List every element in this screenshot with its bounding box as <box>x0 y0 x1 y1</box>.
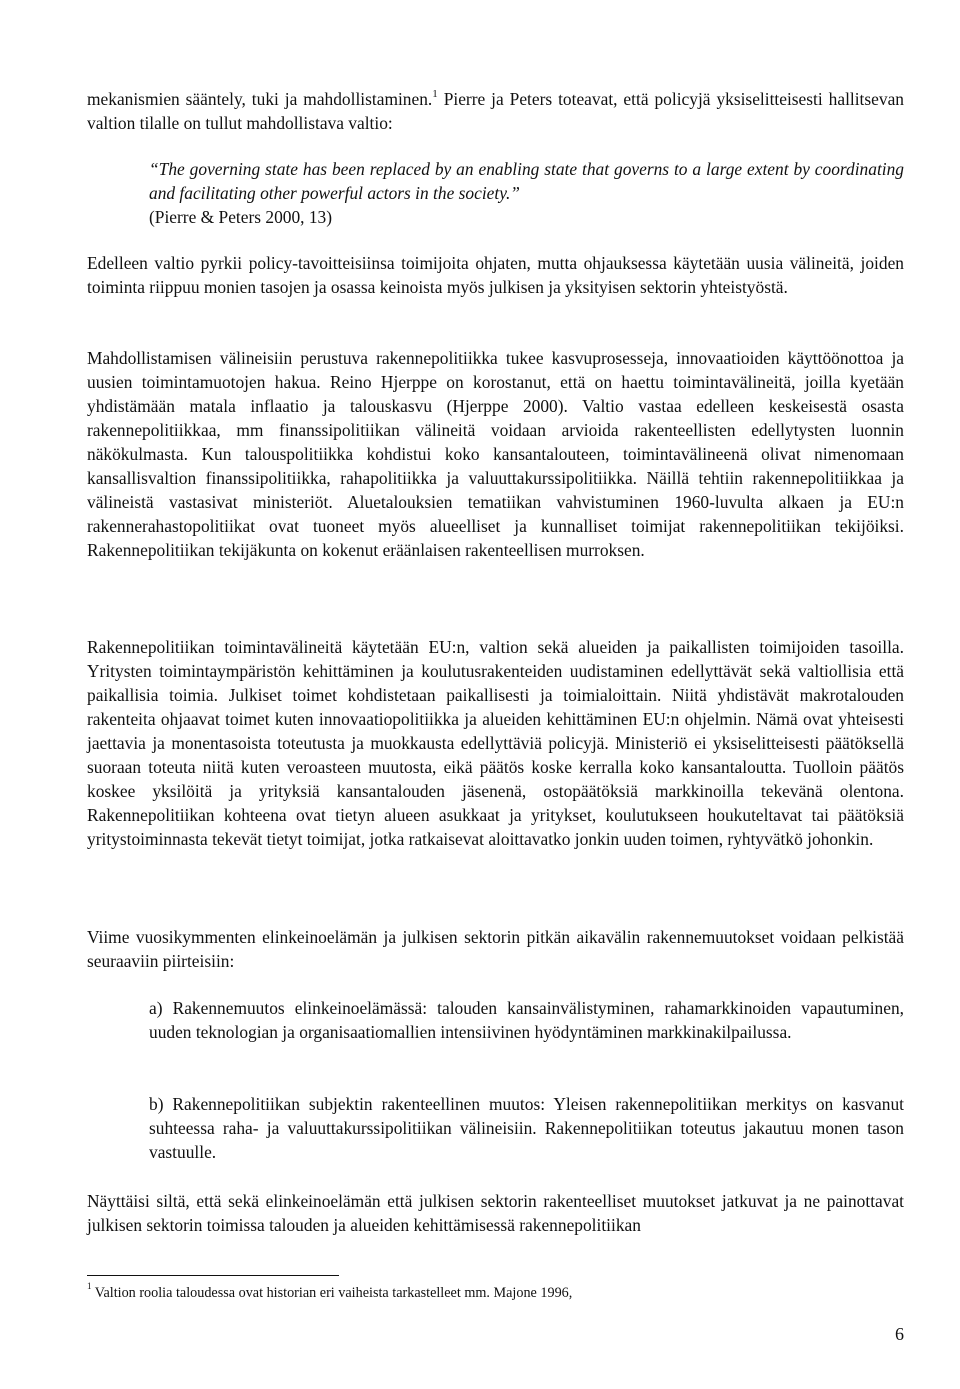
list-item-b: b) Rakennepolitiikan subjektin rakenteellinen muutos: Yleisen rakennepolitiikan merkitys on kasvanut suhteessa raha- ja valuuttakurssipolitiikan välineisiin. Rakennepolitiikan toteutus jakautuu monen tason vastuulle. <box>149 1094 904 1162</box>
footnote-text: Valtion roolia taloudessa ovat historian eri vaiheista tarkastelleet mm. Majone 1996, <box>91 1285 573 1301</box>
paragraph-5: Näyttäisi siltä, että sekä elinkeinoelämän että julkisen sektorin rakenteelliset muutokset jatkuvat ja ne painottavat julkisen sektorin toimissa talouden ja alueiden kehittämisessä rakennepolitiikan <box>87 1191 904 1235</box>
footnote-reference[interactable]: 1 <box>432 88 438 101</box>
quote-citation: (Pierre & Peters 2000, 13) <box>149 207 333 227</box>
block-quote: “The governing state has been replaced by an enabling state that governs to a large extent by coordinating and facilitating other powerful actors in the society.” <box>149 159 904 203</box>
footnote-mark: 1 <box>87 1281 92 1292</box>
paragraph-4: Viime vuosikymmenten elinkeinoelämän ja julkisen sektorin pitkän aikavälin rakennemuutokset voidaan pelkistää seuraaviin piirteisiin: <box>87 927 904 971</box>
footnote <box>87 1283 904 1303</box>
paragraph-3: Rakennepolitiikan toimintavälineitä käytetään EU:n, valtion sekä alueiden ja paikallisten toimijoiden tasoilla. Yritysten toimintaympäristön kehittäminen ja koulutusrakenteiden uudistaminen edellyttävät sekä valtiollisia että paikallisia toimia. Julkiset toimet kohdistetaan paikallisesti ja toimialoittain. Niitä yhdistävät makrotalouden rakenteita ohjaavat toimet kuten innovaatiopolitiikka ja alueiden kehittäminen EU:n ohjelmin. Nämä ovat yhteisesti jaettavia ja monentasoista toteutusta ja muokkausta edellyttäviä policyjä. Ministeriö ei yksiselitteisesti päätöksellä suoraan toteuta niitä kuten veroasteen muutosta, eikä päätös koske kerralla koko kansantaloutta. Tuolloin päätös koskee yksilöitä ja yrityksiä kansantalouden jäsenenä, ostopäätöksiä markkinoilla tekevänä olentona. Rakennepolitiikan kohteena ovat tietyn alueen asukkaat ja yritykset, koulutukseen houkuteltavat tai päätöksiä yritystoiminnasta tekevät tietyt toimijat, jotka ratkaisevat aloittavatko jonkin uuden toimen, ryhtyvätkö johonkin. <box>87 637 904 849</box>
page-number: 6 <box>895 1324 904 1344</box>
paragraph-1: Edelleen valtio pyrkii policy-tavoitteisiinsa toimijoita ohjaten, mutta ohjauksessa käytetään uusia välineitä, joiden toiminta riippuu monien tasojen ja osassa keinoista myös julkisen ja yksityisen sektorin yhteistyöstä. <box>87 253 904 297</box>
list-item-a: a) Rakennemuutos elinkeinoelämässä: talouden kansainvälistyminen, rahamarkkinoiden vapautuminen, uuden teknologian ja organisaatiomallien intensiivinen hyödyntäminen markkinakilpailussa. <box>149 998 904 1042</box>
paragraph-2: Mahdollistamisen välineisiin perustuva rakennepolitiikka tukee kasvuprosesseja, innovaatioiden käyttöönottoa ja uusien toimintamuotojen hakua. Reino Hjerppe on korostanut, että on haettu toimintavälineitä, joilla kyetään yhdistämään matala inflaatio ja talouskasvu (Hjerppe 2000). Valtio vastaa edelleen keskeisestä osasta rakennepolitiikkaa, mm finanssipolitiikan välineitä voidaan arvioida rakenteellisten edellytysten luonnin näkökulmasta. Kun talouspolitiikka kohdistui koko kansantalouteen, toimintavälineenä olivat nimenomaan kansallisvaltion finanssipolitiikka, rahapolitiikka ja valuuttakurssipolitiikka. Näillä tehtiin rakennepolitiikkaa ja välineistä vastasivat ministeriöt. Aluetalouksien tematiikan vahvistuminen 1960-luvulta alkaen ja EU:n rakennerahastopolitiikat ovat tuoneet myös alueelliset ja kunnalliset toimijat rakennepolitiikan tekijöiksi. Rakennepolitiikan tekijäkunta on kokenut eräänlaisen rakenteellisen murroksen. <box>87 348 904 560</box>
footnote-divider <box>87 1275 339 1276</box>
paragraph-intro <box>87 87 904 135</box>
intro-text-start: mekanismien sääntely, tuki ja mahdollistaminen. <box>87 89 433 109</box>
intro-text-end: Pierre ja Peters toteavat, että policyjä yksiselitteisesti hallitsevan valtion tilalle on tullut mahdollistava valtio: <box>87 89 904 133</box>
